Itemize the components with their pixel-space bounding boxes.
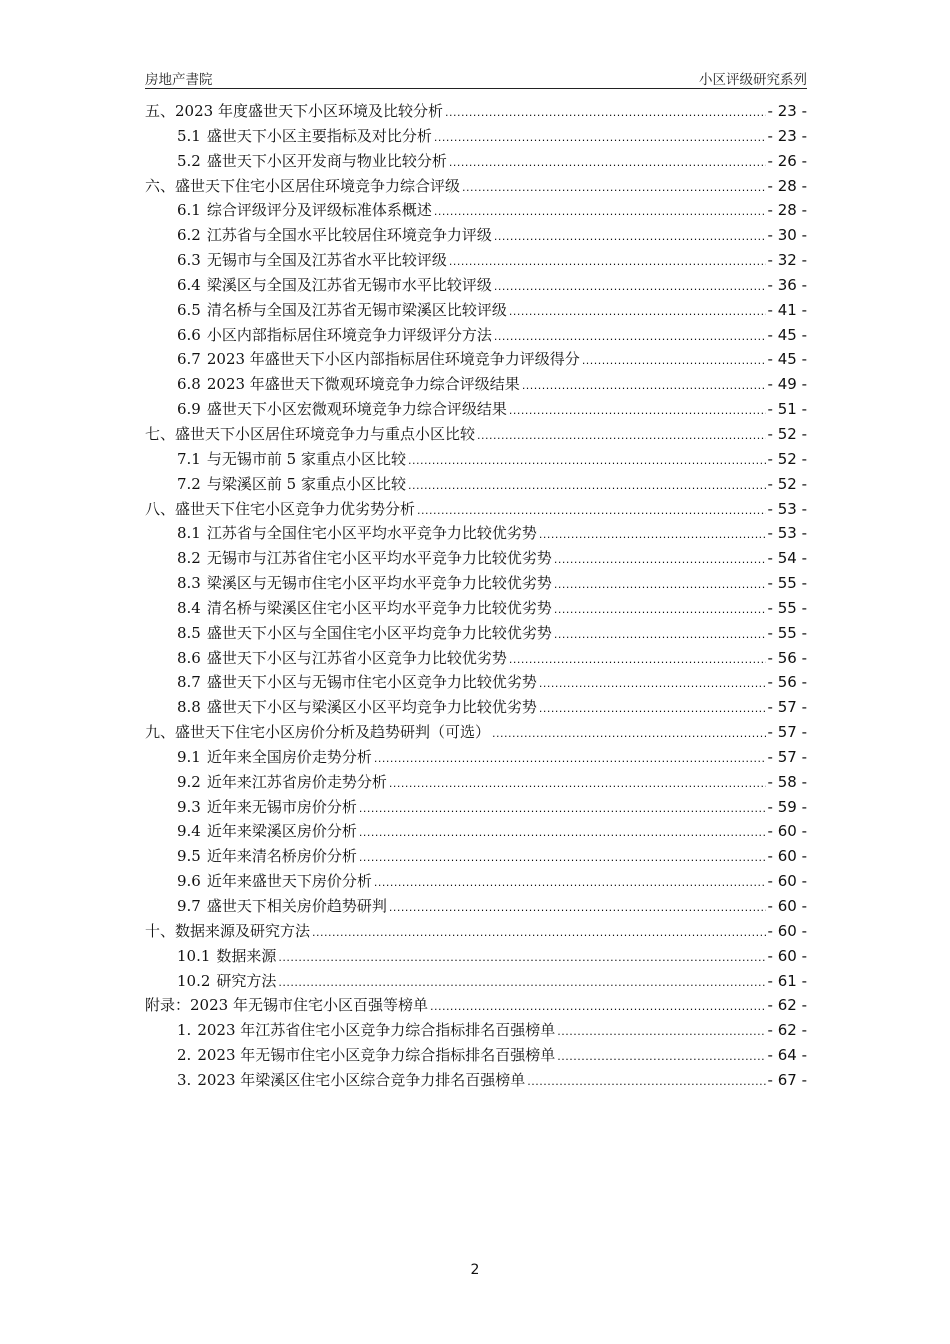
toc-entry[interactable] (145, 248, 807, 273)
toc-entry-title: 七、盛世天下小区居住环境竞争力与重点小区比较 (145, 424, 476, 443)
toc-entry-number: 8.6 (177, 648, 201, 667)
toc-entry-title: 2023 年无锡市住宅小区竞争力综合指标排名百强榜单 (197, 1046, 556, 1065)
toc-entry-title: 与无锡市前 5 家重点小区比较 (206, 449, 406, 468)
dot-leader (389, 772, 766, 797)
toc-entry-number: 8.2 (177, 549, 201, 568)
toc-entry[interactable] (145, 472, 807, 497)
toc-entry-page: - 62 - (767, 1021, 807, 1040)
toc-entry-title: 梁溪区与全国及江苏省无锡市水平比较评级 (206, 275, 492, 294)
toc-entry[interactable] (145, 844, 807, 869)
toc-entry[interactable] (145, 124, 807, 149)
toc-entry-page: - 36 - (767, 275, 807, 294)
dot-leader (494, 275, 766, 300)
toc-entry[interactable] (145, 223, 807, 248)
toc-entry-number: 9.7 (177, 897, 201, 915)
page-header (145, 66, 807, 89)
header-series-title: 小区评级研究系列 (699, 72, 807, 88)
toc-entry-number: 9.6 (177, 872, 201, 891)
dot-leader (417, 499, 766, 524)
toc-entry-number: 5.2 (177, 151, 201, 170)
toc-entry-title: 2023 年盛世天下小区内部指标居住环境竞争力评级得分 (206, 350, 580, 369)
toc-entry-page: - 62 - (767, 996, 807, 1015)
dot-leader (539, 697, 766, 722)
toc-entry-page: - 57 - (767, 723, 807, 742)
toc-entry-title: 盛世天下相关房价趋势研判 (206, 897, 387, 915)
toc-entry-page: - 57 - (767, 747, 807, 766)
toc-entry-title: 盛世天下小区宏微观环境竞争力综合评级结果 (206, 400, 507, 419)
toc-entry-page: - 59 - (767, 797, 807, 816)
toc-entry-page: - 60 - (767, 946, 807, 965)
toc-entry-number: 3. (177, 1070, 192, 1089)
toc-entry[interactable] (145, 993, 807, 1018)
toc-entry-title: 研究方法 (216, 971, 277, 990)
toc-entry-title: 盛世天下小区与江苏省小区竞争力比较优劣势 (206, 648, 507, 667)
dot-leader (527, 1070, 765, 1095)
toc-entry-number: 8.1 (177, 524, 201, 543)
toc-entry-page: - 32 - (767, 251, 807, 270)
dot-leader (374, 747, 766, 772)
toc-entry-page: - 58 - (767, 772, 807, 791)
toc-entry-title: 梁溪区与无锡市住宅小区平均水平竞争力比较优劣势 (206, 574, 552, 593)
toc-entry-number: 9.1 (177, 747, 201, 766)
toc-entry-number: 7.2 (177, 474, 201, 493)
toc-entry-number: 8.3 (177, 574, 201, 593)
toc-entry-title: 八、盛世天下住宅小区竞争力优劣势分析 (145, 499, 416, 518)
table-of-contents (145, 99, 807, 1093)
toc-entry-number: 9.5 (177, 847, 201, 866)
toc-entry[interactable] (145, 149, 807, 174)
toc-entry[interactable] (145, 919, 807, 944)
dot-leader (434, 200, 766, 225)
dot-leader (494, 325, 766, 350)
toc-entry-title: 无锡市与江苏省住宅小区平均水平竞争力比较优劣势 (206, 549, 552, 568)
dot-leader (434, 126, 766, 151)
toc-entry[interactable] (145, 969, 807, 994)
toc-entry[interactable] (145, 323, 807, 348)
toc-entry-page: - 28 - (767, 176, 807, 195)
toc-entry-page: - 28 - (767, 201, 807, 220)
toc-entry-title: 附录：2023 年无锡市住宅小区百强等榜单 (145, 996, 428, 1015)
toc-entry-title: 江苏省与全国住宅小区平均水平竞争力比较优劣势 (206, 524, 537, 543)
dot-leader (557, 1020, 765, 1045)
toc-entry-page: - 26 - (767, 151, 807, 170)
toc-entry-title: 盛世天下小区与梁溪区小区平均竞争力比较优劣势 (206, 698, 537, 717)
toc-entry-page: - 57 - (767, 698, 807, 717)
toc-entry-number: 6.6 (177, 325, 201, 344)
dot-leader (408, 474, 766, 499)
toc-entry[interactable] (145, 646, 807, 671)
toc-entry[interactable] (145, 795, 807, 820)
toc-entry-title: 五、2023 年度盛世天下小区环境及比较分析 (145, 102, 443, 120)
dot-leader (539, 523, 766, 548)
toc-entry[interactable] (145, 695, 807, 720)
dot-leader (582, 349, 766, 374)
toc-entry[interactable] (145, 745, 807, 770)
toc-entry[interactable] (145, 174, 807, 199)
toc-entry-number: 9.3 (177, 797, 201, 816)
toc-entry[interactable] (145, 1043, 807, 1068)
toc-entry[interactable] (145, 546, 807, 571)
dot-leader (278, 946, 765, 971)
dot-leader (554, 548, 766, 573)
dot-leader (359, 797, 766, 822)
toc-entry-page: - 55 - (767, 574, 807, 593)
toc-entry-number: 2. (177, 1046, 192, 1065)
toc-entry-title: 近年来全国房价走势分析 (206, 747, 372, 766)
dot-leader (539, 672, 766, 697)
toc-entry[interactable] (145, 497, 807, 522)
toc-entry-title: 清名桥与全国及江苏省无锡市梁溪区比较评级 (206, 300, 507, 319)
toc-entry-page: - 61 - (767, 971, 807, 990)
toc-entry-number: 1. (177, 1021, 192, 1040)
toc-entry-number: 5.1 (177, 126, 201, 145)
toc-entry-page: - 23 - (767, 126, 807, 145)
toc-entry-title: 2023 年盛世天下微观环境竞争力综合评级结果 (206, 375, 520, 394)
toc-entry-page: - 49 - (767, 375, 807, 394)
toc-entry-title: 六、盛世天下住宅小区居住环境竞争力综合评级 (145, 176, 461, 195)
dot-leader (359, 846, 766, 871)
toc-entry-title: 2023 年梁溪区住宅小区综合竞争力排名百强榜单 (197, 1070, 526, 1089)
toc-entry-title: 盛世天下小区与全国住宅小区平均竞争力比较优劣势 (206, 623, 552, 642)
dot-leader (359, 821, 766, 846)
toc-entry[interactable] (145, 447, 807, 472)
toc-entry-number: 8.7 (177, 673, 201, 692)
toc-entry-page: - 60 - (767, 822, 807, 841)
toc-entry-page: - 52 - (767, 449, 807, 468)
toc-entry-title: 小区内部指标居住环境竞争力评级评分方法 (206, 325, 492, 344)
toc-entry-title: 盛世天下小区与无锡市住宅小区竞争力比较优劣势 (206, 673, 537, 692)
toc-entry-page: - 45 - (767, 350, 807, 369)
toc-entry[interactable] (145, 347, 807, 372)
dot-leader (445, 101, 766, 126)
toc-entry-number: 6.4 (177, 275, 201, 294)
toc-entry-title: 近年来梁溪区房价分析 (206, 822, 357, 841)
toc-entry[interactable] (145, 1018, 807, 1043)
toc-entry-page: - 30 - (767, 226, 807, 245)
toc-entry-page: - 53 - (767, 499, 807, 518)
dot-leader (557, 1045, 765, 1070)
toc-entry-title: 2023 年江苏省住宅小区竞争力综合指标排名百强榜单 (197, 1021, 556, 1040)
dot-leader (449, 151, 766, 176)
toc-entry-page: - 45 - (767, 325, 807, 344)
toc-entry-page: - 67 - (767, 1070, 807, 1089)
dot-leader (449, 250, 766, 275)
toc-entry-number: 6.3 (177, 251, 201, 270)
toc-entry-number: 9.4 (177, 822, 201, 841)
toc-entry-title: 近年来无锡市房价分析 (206, 797, 357, 816)
toc-entry[interactable] (145, 298, 807, 323)
toc-entry-page: - 41 - (767, 300, 807, 319)
toc-entry-number: 8.5 (177, 623, 201, 642)
toc-entry[interactable] (145, 273, 807, 298)
toc-entry-title: 十、数据来源及研究方法 (145, 921, 311, 940)
toc-entry[interactable] (145, 770, 807, 795)
toc-entry[interactable] (145, 894, 807, 919)
toc-entry[interactable] (145, 596, 807, 621)
toc-entry-number: 6.9 (177, 400, 201, 419)
toc-entry[interactable] (145, 422, 807, 447)
toc-entry-number: 8.8 (177, 698, 201, 717)
dot-leader (430, 995, 766, 1020)
dot-leader (278, 971, 765, 996)
page-number: 2 (470, 1262, 480, 1278)
toc-entry-page: - 52 - (767, 474, 807, 493)
dot-leader (492, 722, 766, 747)
dot-leader (554, 598, 766, 623)
toc-entry[interactable] (145, 944, 807, 969)
toc-entry[interactable] (145, 99, 807, 124)
toc-entry[interactable] (145, 869, 807, 894)
toc-entry-number: 10.2 (177, 971, 211, 990)
dot-leader (312, 921, 766, 946)
toc-entry-page: - 23 - (767, 102, 807, 120)
toc-entry-number: 6.8 (177, 375, 201, 394)
dot-leader (522, 374, 766, 399)
toc-entry-title: 江苏省与全国水平比较居住环境竞争力评级 (206, 226, 492, 245)
toc-entry[interactable] (145, 397, 807, 422)
toc-entry-page: - 55 - (767, 623, 807, 642)
toc-entry-title: 盛世天下小区主要指标及对比分析 (206, 126, 432, 145)
toc-entry-number: 8.4 (177, 598, 201, 617)
dot-leader (389, 896, 766, 921)
toc-entry-page: - 56 - (767, 673, 807, 692)
toc-entry-page: - 55 - (767, 598, 807, 617)
toc-entry-title: 清名桥与梁溪区住宅小区平均水平竞争力比较优劣势 (206, 598, 552, 617)
toc-entry-page: - 51 - (767, 400, 807, 419)
dot-leader (509, 399, 766, 424)
toc-entry[interactable] (145, 819, 807, 844)
toc-entry[interactable] (145, 372, 807, 397)
toc-entry-title: 近年来盛世天下房价分析 (206, 872, 372, 891)
dot-leader (374, 871, 766, 896)
toc-entry[interactable] (145, 1068, 807, 1093)
toc-entry[interactable] (145, 571, 807, 596)
toc-entry-title: 综合评级评分及评级标准体系概述 (206, 201, 432, 220)
toc-entry-page: - 60 - (767, 921, 807, 940)
toc-entry-title: 无锡市与全国及江苏省水平比较评级 (206, 251, 447, 270)
toc-entry[interactable] (145, 670, 807, 695)
toc-entry[interactable] (145, 720, 807, 745)
toc-entry[interactable] (145, 521, 807, 546)
header-publisher: 房地产書院 (145, 72, 213, 88)
toc-entry-number: 6.1 (177, 201, 201, 220)
toc-entry-page: - 60 - (767, 872, 807, 891)
toc-entry-page: - 56 - (767, 648, 807, 667)
toc-entry-page: - 60 - (767, 847, 807, 866)
toc-entry-title: 近年来清名桥房价分析 (206, 847, 357, 866)
toc-entry-title: 与梁溪区前 5 家重点小区比较 (206, 474, 406, 493)
toc-entry-title: 九、盛世天下住宅小区房价分析及趋势研判（可选） (145, 723, 491, 742)
dot-leader (477, 424, 766, 449)
toc-entry-number: 6.7 (177, 350, 201, 369)
toc-entry-number: 7.1 (177, 449, 201, 468)
dot-leader (554, 573, 766, 598)
toc-entry-page: - 60 - (767, 897, 807, 915)
toc-entry-page: - 64 - (767, 1046, 807, 1065)
toc-entry-title: 数据来源 (216, 946, 277, 965)
dot-leader (462, 176, 766, 201)
toc-entry[interactable] (145, 198, 807, 223)
dot-leader (408, 449, 766, 474)
toc-entry[interactable] (145, 621, 807, 646)
toc-entry-number: 9.2 (177, 772, 201, 791)
toc-entry-number: 6.2 (177, 226, 201, 245)
toc-entry-page: - 54 - (767, 549, 807, 568)
toc-entry-title: 盛世天下小区开发商与物业比较分析 (206, 151, 447, 170)
dot-leader (509, 300, 766, 325)
toc-entry-page: - 52 - (767, 424, 807, 443)
dot-leader (509, 648, 766, 673)
toc-entry-number: 10.1 (177, 946, 211, 965)
toc-entry-title: 近年来江苏省房价走势分析 (206, 772, 387, 791)
toc-entry-page: - 53 - (767, 524, 807, 543)
dot-leader (554, 623, 766, 648)
toc-entry-number: 6.5 (177, 300, 201, 319)
dot-leader (494, 225, 766, 250)
